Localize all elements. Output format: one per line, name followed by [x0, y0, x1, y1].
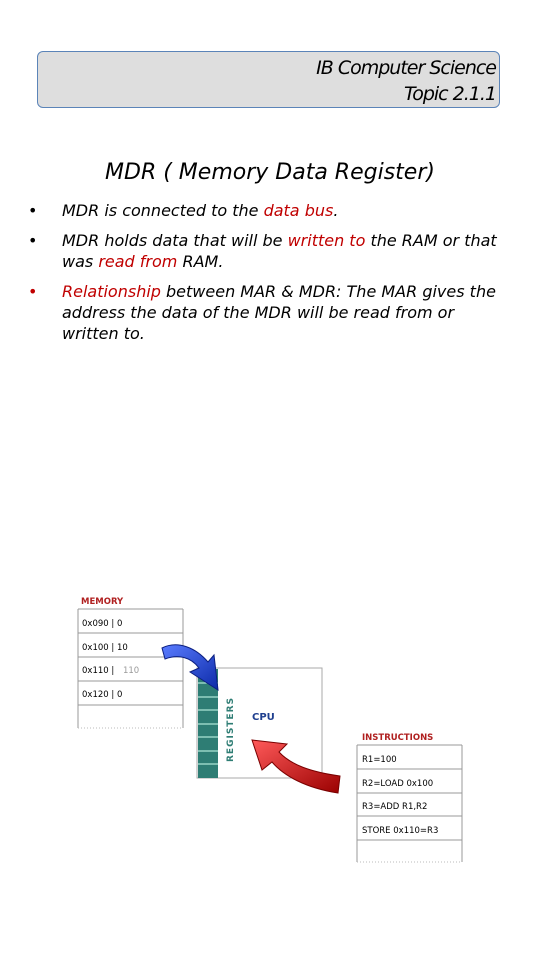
- bullet-dot: •: [28, 201, 38, 220]
- memory-to-register-arrow: [162, 645, 218, 690]
- memory-label: MEMORY: [81, 597, 124, 607]
- instruction-row: R3=ADD R1,R2: [362, 802, 428, 812]
- registers-label: REGISTERS: [226, 697, 236, 762]
- memory-row: 0x090 | 0: [82, 619, 123, 629]
- bullet-text: MDR is connected to the: [62, 201, 264, 220]
- cpu-label: CPU: [252, 712, 275, 723]
- highlighted-term: Relationship: [62, 282, 161, 301]
- bullet-text: RAM.: [177, 252, 224, 271]
- highlighted-term: read from: [98, 252, 178, 271]
- bullet-text: .: [333, 201, 339, 220]
- highlighted-term: data bus: [263, 201, 334, 220]
- instruction-row: R1=100: [362, 755, 397, 765]
- slide-title: MDR ( Memory Data Register): [105, 160, 435, 185]
- bullet-text: the RAM or that was: [62, 231, 497, 271]
- memory-row: 0x110 | 110: [82, 666, 140, 676]
- course-title: IB Computer Science: [316, 57, 496, 79]
- bullet-dot: •: [28, 282, 38, 301]
- instructions-label: INSTRUCTIONS: [362, 733, 434, 743]
- instruction-row: R2=LOAD 0x100: [362, 779, 434, 789]
- bullet-dot: •: [28, 231, 38, 250]
- bullet-text: between MAR & MDR: The MAR gives the address the data of the MDR will be read from or written to.: [62, 282, 496, 343]
- instruction-row: STORE 0x110=R3: [362, 826, 439, 836]
- topic-number: Topic 2.1.1: [403, 83, 496, 105]
- memory-row: 0x100 | 10: [82, 643, 128, 653]
- highlighted-term: written to: [287, 231, 366, 250]
- memory-row: 0x120 | 0: [82, 690, 123, 700]
- bullet-text: MDR holds data that will be: [62, 231, 288, 250]
